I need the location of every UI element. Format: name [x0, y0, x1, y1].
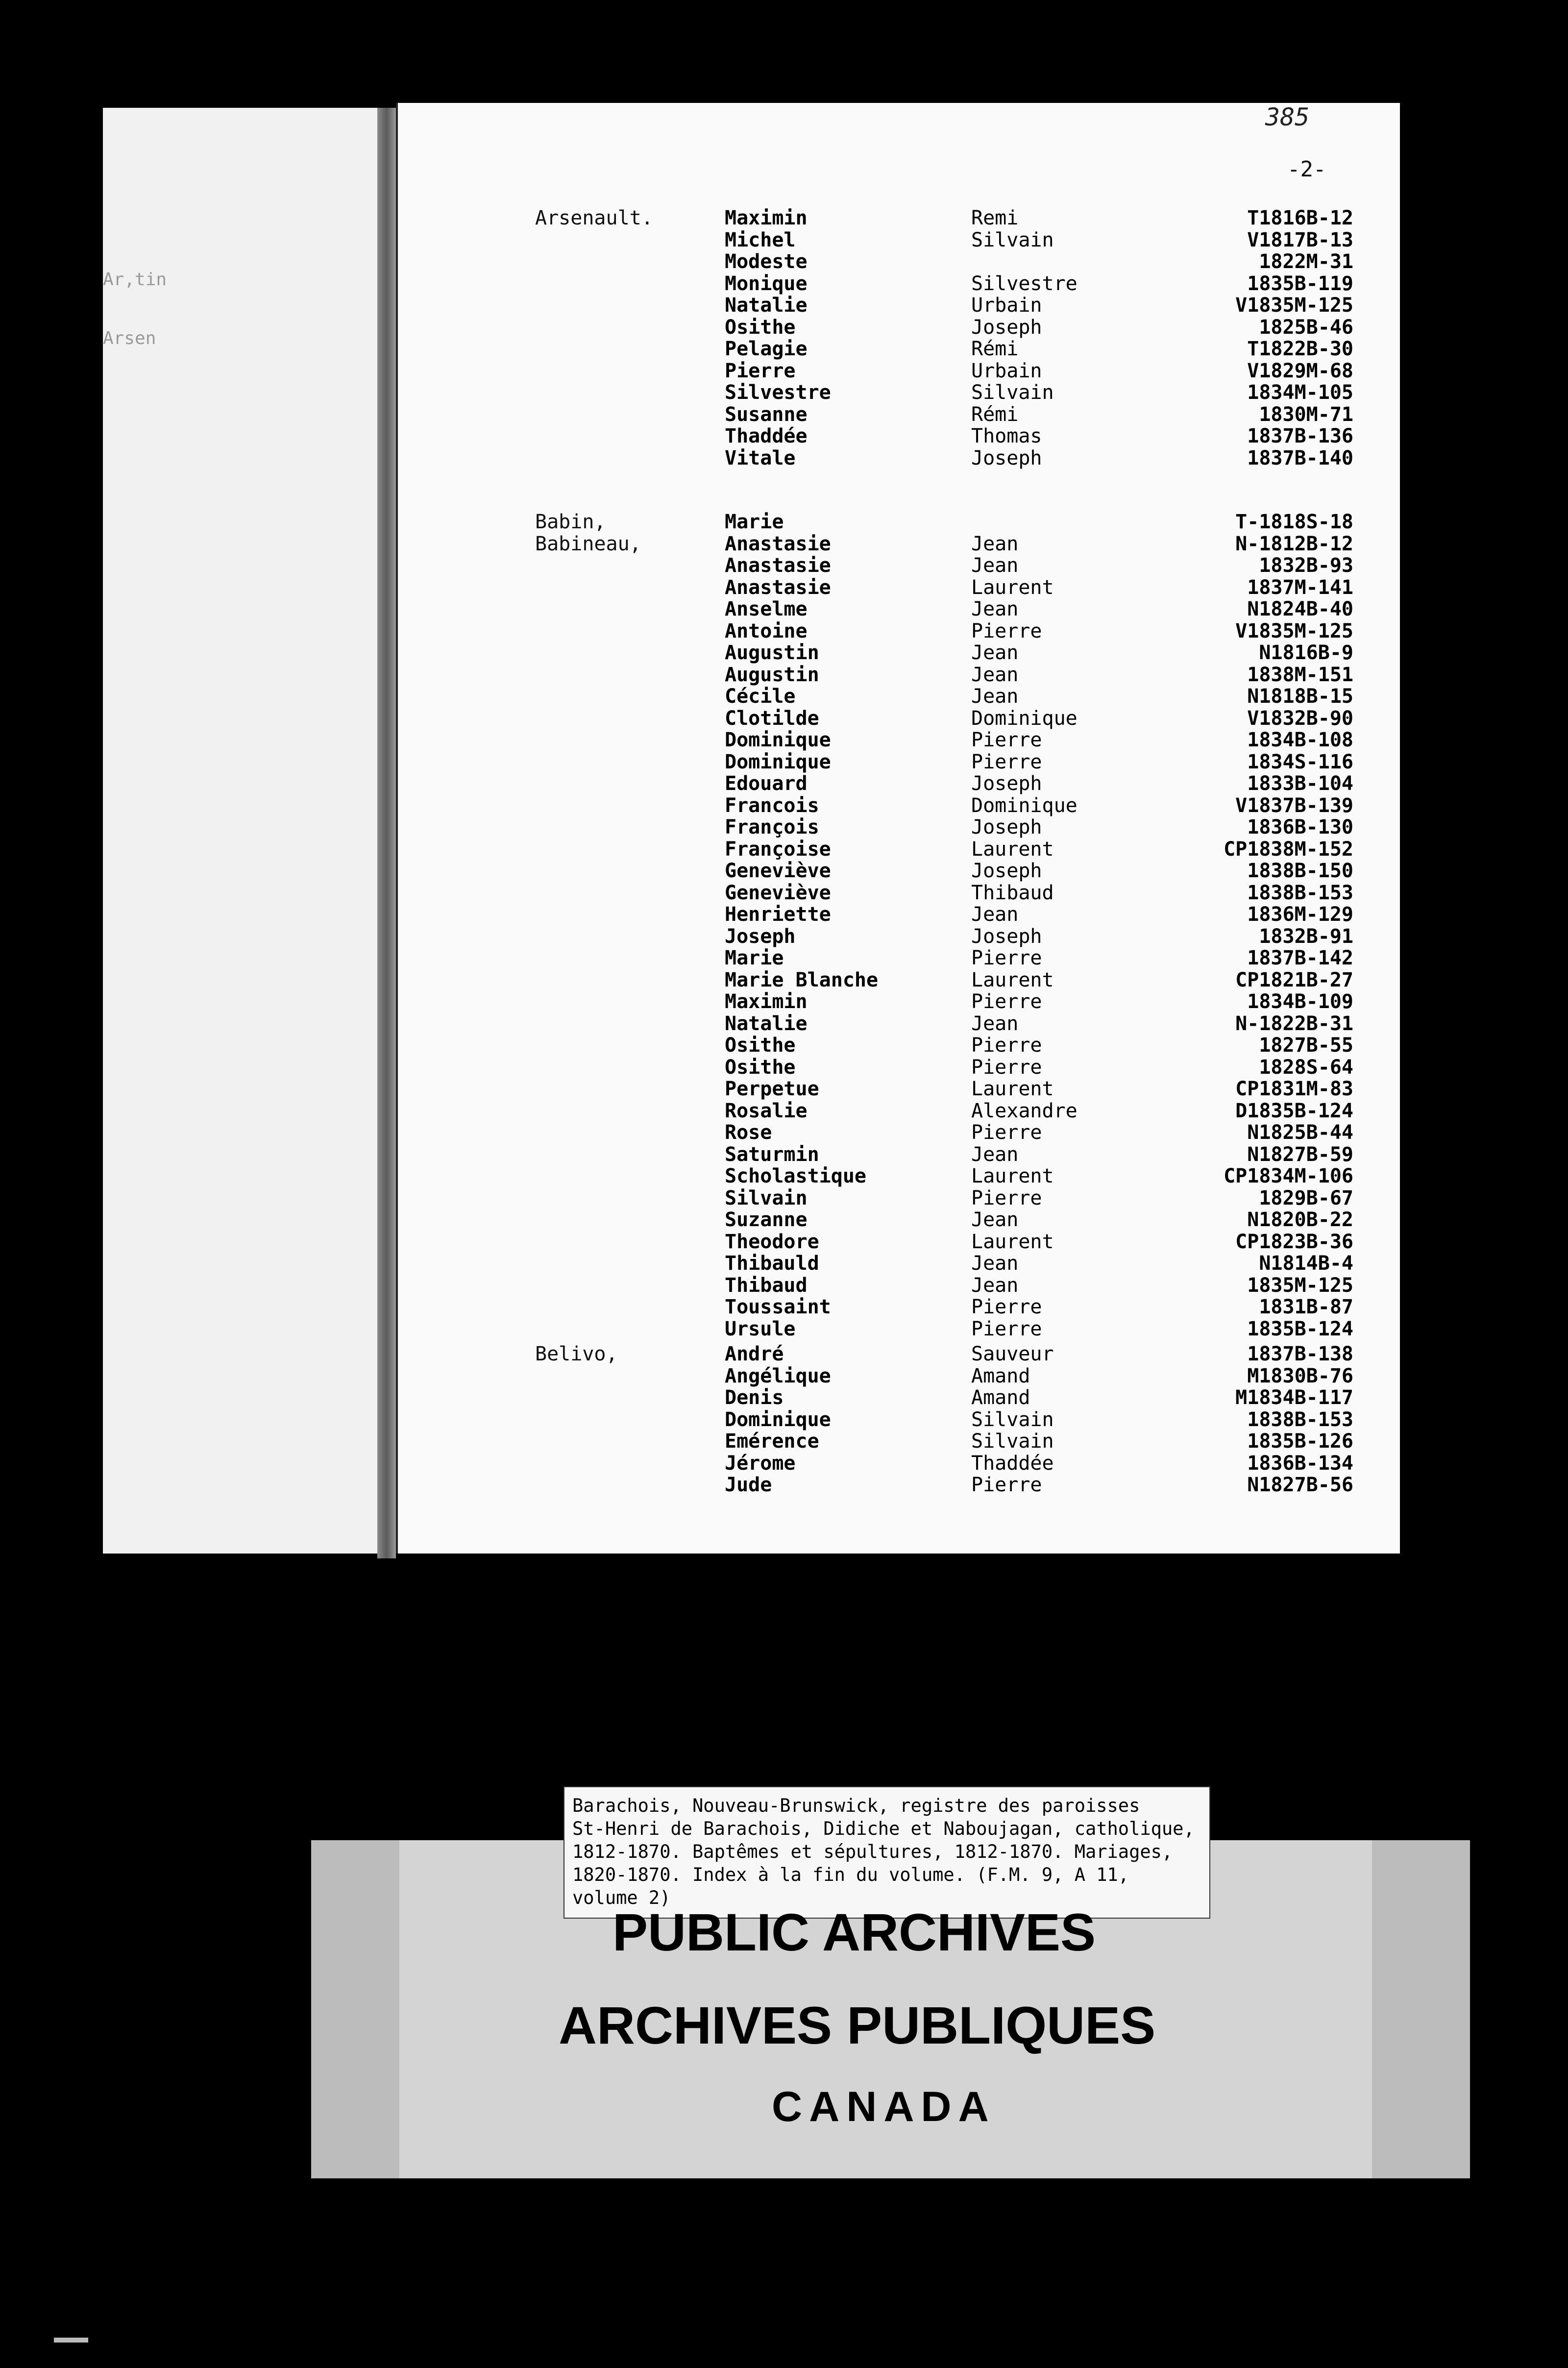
entry-parent-name: Laurent [971, 1165, 1054, 1187]
entry-register-ref: 1830M-71 [1259, 403, 1353, 426]
entry-register-ref: 1825B-46 [1259, 316, 1353, 339]
entry-first-name: Augustin [725, 641, 819, 664]
entry-first-name: François [725, 816, 819, 839]
public-archives-title: PUBLIC ARCHIVES [612, 1902, 1096, 1962]
entry-first-name: Henriette [725, 903, 831, 926]
entry-parent-name: Sauveur [971, 1343, 1054, 1365]
entry-register-ref: 1836B-130 [1247, 816, 1353, 839]
entry-first-name: Marie Blanche [725, 968, 879, 991]
entry-first-name: Geneviève [725, 860, 831, 882]
entry-first-name: Anastasie [725, 576, 831, 599]
entry-first-name: Rose [725, 1121, 772, 1144]
entry-register-ref: 1822M-31 [1259, 250, 1353, 273]
entry-first-name: Thibauld [725, 1252, 819, 1275]
entry-register-ref: CP1834M-106 [1224, 1165, 1353, 1187]
entry-parent-name: Joseph [971, 860, 1042, 882]
entry-parent-name: Pierre [971, 1317, 1042, 1340]
entry-first-name: Antoine [725, 619, 808, 642]
entry-parent-name: Jean [971, 1252, 1019, 1275]
entry-first-name: Maximin [725, 207, 808, 229]
entry-parent-name: Silvestre [971, 272, 1078, 295]
entry-register-ref: 1835B-126 [1247, 1430, 1353, 1453]
entry-register-ref: T1822B-30 [1247, 338, 1353, 360]
entry-parent-name: Remi [971, 207, 1019, 229]
entry-register-ref: 1837B-140 [1247, 446, 1353, 469]
entry-register-ref: V1837B-139 [1235, 794, 1353, 817]
entry-parent-name: Pierre [971, 1121, 1042, 1144]
entry-first-name: Pelagie [725, 338, 808, 360]
entry-first-name: Silvain [725, 1186, 808, 1209]
entry-first-name: Ursule [725, 1317, 796, 1340]
entry-first-name: Cécile [725, 685, 796, 708]
entry-register-ref: 1835B-119 [1247, 272, 1353, 295]
entry-register-ref: 1834M-105 [1247, 381, 1353, 404]
entry-register-ref: 1838M-151 [1247, 663, 1353, 686]
entry-parent-name: Jean [971, 1143, 1019, 1166]
ghost-text-1: Ar,tin [103, 270, 167, 290]
entry-parent-name: Jean [971, 903, 1019, 926]
entry-register-ref: N1827B-59 [1247, 1143, 1353, 1166]
entry-parent-name: Jean [971, 663, 1019, 686]
entry-first-name: Joseph [725, 925, 796, 948]
entry-register-ref: N1827B-56 [1247, 1474, 1353, 1496]
entry-parent-name: Pierre [971, 1296, 1042, 1318]
entry-parent-name: Laurent [971, 1078, 1054, 1100]
entry-first-name: Osithe [725, 1034, 796, 1057]
scan-mark [54, 2338, 88, 2343]
entry-register-ref: 1834B-109 [1247, 990, 1353, 1013]
entry-first-name: Osithe [725, 1056, 796, 1079]
entry-parent-name: Alexandre [971, 1099, 1078, 1122]
entry-register-ref: CP1838M-152 [1224, 838, 1353, 861]
entry-parent-name: Pierre [971, 729, 1042, 751]
entry-parent-name: Pierre [971, 1034, 1042, 1057]
entry-register-ref: N1820B-22 [1247, 1209, 1353, 1231]
entry-first-name: Natalie [725, 1012, 808, 1035]
entry-register-ref: D1835B-124 [1235, 1099, 1353, 1122]
entry-first-name: Theodore [725, 1230, 819, 1253]
entry-parent-name: Silvain [971, 1430, 1054, 1453]
entry-register-ref: T-1818S-18 [1235, 511, 1353, 533]
entry-parent-name: Pierre [971, 990, 1042, 1013]
entry-register-ref: N-1822B-31 [1235, 1012, 1353, 1035]
entry-parent-name: Rémi [971, 403, 1019, 426]
page-gutter [377, 108, 396, 1558]
entry-register-ref: 1834B-108 [1247, 729, 1353, 751]
entry-parent-name: Thomas [971, 425, 1042, 447]
entry-first-name: Monique [725, 272, 808, 295]
entry-register-ref: V1832B-90 [1247, 707, 1353, 730]
entry-register-ref: V1835M-125 [1235, 619, 1353, 642]
entry-parent-name: Urbain [971, 359, 1042, 382]
entry-register-ref: 1833B-104 [1247, 772, 1353, 795]
archive-caption-card [564, 1786, 1210, 1919]
entry-register-ref: 1829B-67 [1259, 1186, 1353, 1209]
entry-register-ref: 1838B-150 [1247, 860, 1353, 882]
entry-first-name: Maximin [725, 990, 808, 1013]
entry-first-name: Jérome [725, 1452, 796, 1475]
page-number: -2- [1287, 157, 1326, 182]
entry-parent-name: Jean [971, 1012, 1019, 1035]
entry-register-ref: M1830B-76 [1247, 1364, 1353, 1387]
entry-parent-name: Jean [971, 554, 1019, 577]
entry-first-name: Suzanne [725, 1209, 808, 1231]
entry-register-ref: 1832B-93 [1259, 554, 1353, 577]
entry-first-name: Anastasie [725, 554, 831, 577]
caption-line: volume 2) [572, 1887, 671, 1908]
entry-first-name: Saturmin [725, 1143, 819, 1166]
entry-parent-name: Amand [971, 1364, 1030, 1387]
entry-register-ref: T1816B-12 [1247, 207, 1353, 229]
entry-register-ref: CP1821B-27 [1235, 968, 1353, 991]
canada-title: CANADA [772, 2083, 996, 2130]
entry-first-name: Jude [725, 1474, 772, 1496]
entry-register-ref: 1837M-141 [1247, 576, 1353, 599]
entry-register-ref: 1838B-153 [1247, 881, 1353, 904]
entry-parent-name: Joseph [971, 925, 1042, 948]
entry-parent-name: Jean [971, 1209, 1019, 1231]
entry-register-ref: V1835M-125 [1235, 294, 1353, 317]
entry-first-name: Thaddée [725, 425, 808, 447]
entry-parent-name: Jean [971, 532, 1019, 555]
entry-parent-name: Joseph [971, 772, 1042, 795]
entry-register-ref: 1832B-91 [1259, 925, 1353, 948]
entry-first-name: Clotilde [725, 707, 819, 730]
caption-line: St-Henri de Barachois, Didiche et Naboujagan, catholique, [572, 1818, 1195, 1839]
entry-first-name: Augustin [725, 663, 819, 686]
entry-first-name: Vitale [725, 446, 796, 469]
entry-first-name: Emérence [725, 1430, 819, 1453]
entry-first-name: Susanne [725, 403, 808, 426]
entry-first-name: Angélique [725, 1364, 831, 1387]
surname-babineau: Babineau, [535, 533, 641, 555]
entry-first-name: Anastasie [725, 532, 831, 555]
entry-first-name: Marie [725, 947, 784, 969]
ghost-text-2: Arsen [103, 328, 156, 348]
entry-register-ref: 1836B-134 [1247, 1452, 1353, 1475]
entry-first-name: Modeste [725, 250, 808, 273]
entry-first-name: Osithe [725, 316, 796, 339]
entry-register-ref: N1825B-44 [1247, 1121, 1353, 1144]
entry-register-ref: N1824B-40 [1247, 598, 1353, 620]
entry-first-name: Scholastique [725, 1165, 866, 1187]
label-end-right [1372, 1840, 1470, 2178]
entry-register-ref: N1814B-4 [1259, 1252, 1353, 1275]
entry-parent-name: Thibaud [971, 881, 1054, 904]
entry-first-name: Toussaint [725, 1296, 831, 1318]
entry-register-ref: N1818B-15 [1247, 685, 1353, 708]
caption-line: 1820-1870. Index à la fin du volume. (F.M. 9, A 11, [572, 1864, 1129, 1885]
archives-publiques-title: ARCHIVES PUBLIQUES [559, 1996, 1156, 2055]
entry-parent-name: Laurent [971, 1230, 1054, 1253]
entry-first-name: Thibaud [725, 1274, 808, 1297]
entry-parent-name: Pierre [971, 1474, 1042, 1496]
entry-first-name: Geneviève [725, 881, 831, 904]
entry-first-name: Dominique [725, 729, 831, 751]
entry-first-name: Françoise [725, 838, 831, 861]
entry-parent-name: Pierre [971, 750, 1042, 773]
entry-register-ref: 1837B-138 [1247, 1343, 1353, 1365]
entry-first-name: Denis [725, 1386, 784, 1409]
entry-register-ref: N-1812B-12 [1235, 532, 1353, 555]
entry-register-ref: 1836M-129 [1247, 903, 1353, 926]
entry-register-ref: 1837B-136 [1247, 425, 1353, 447]
surname-babin: Babin, [535, 511, 606, 533]
entry-first-name: Silvestre [725, 381, 831, 404]
entry-parent-name: Dominique [971, 707, 1078, 730]
left-page-edge [103, 108, 377, 1554]
entry-parent-name: Jean [971, 1274, 1019, 1297]
entry-parent-name: Laurent [971, 968, 1054, 991]
entry-parent-name: Silvain [971, 381, 1054, 404]
entry-parent-name: Silvain [971, 228, 1054, 251]
entry-parent-name: Silvain [971, 1408, 1054, 1431]
entry-first-name: Dominique [725, 1408, 831, 1431]
index-page [396, 103, 1400, 1554]
entry-parent-name: Laurent [971, 576, 1054, 599]
entry-parent-name: Pierre [971, 947, 1042, 969]
entry-parent-name: Rémi [971, 338, 1019, 360]
entry-register-ref: CP1823B-36 [1235, 1230, 1353, 1253]
entry-register-ref: 1834S-116 [1247, 750, 1353, 773]
entry-first-name: Natalie [725, 294, 808, 317]
folio-number: 385 [1265, 103, 1310, 131]
entry-register-ref: 1837B-142 [1247, 947, 1353, 969]
entry-register-ref: 1828S-64 [1259, 1056, 1353, 1079]
entry-register-ref: N1816B-9 [1259, 641, 1353, 664]
entry-register-ref: 1831B-87 [1259, 1296, 1353, 1318]
entry-register-ref: V1817B-13 [1247, 228, 1353, 251]
entry-register-ref: V1829M-68 [1247, 359, 1353, 382]
entry-parent-name: Jean [971, 598, 1019, 620]
entry-register-ref: CP1831M-83 [1235, 1078, 1353, 1100]
label-end-left [311, 1840, 399, 2178]
entry-parent-name: Joseph [971, 816, 1042, 839]
entry-parent-name: Laurent [971, 838, 1054, 861]
caption-line: 1812-1870. Baptêmes et sépultures, 1812-1870. Mariages, [572, 1841, 1173, 1862]
entry-first-name: André [725, 1343, 784, 1365]
entry-first-name: Pierre [725, 359, 796, 382]
entry-parent-name: Joseph [971, 316, 1042, 339]
entry-first-name: Marie [725, 511, 784, 533]
entry-parent-name: Pierre [971, 1056, 1042, 1079]
entry-first-name: Anselme [725, 598, 808, 620]
entry-first-name: Perpetue [725, 1078, 819, 1100]
caption-line: Barachois, Nouveau-Brunswick, registre des paroisses [572, 1795, 1140, 1816]
entry-first-name: Francois [725, 794, 819, 817]
surname-belivo: Belivo, [535, 1343, 618, 1365]
entry-first-name: Edouard [725, 772, 808, 795]
entry-register-ref: 1835B-124 [1247, 1317, 1353, 1340]
entry-first-name: Dominique [725, 750, 831, 773]
entry-parent-name: Pierre [971, 619, 1042, 642]
entry-register-ref: 1827B-55 [1259, 1034, 1353, 1057]
entry-register-ref: 1835M-125 [1247, 1274, 1353, 1297]
entry-first-name: Rosalie [725, 1099, 808, 1122]
entry-parent-name: Thaddée [971, 1452, 1054, 1475]
entry-parent-name: Amand [971, 1386, 1030, 1409]
entry-first-name: Michel [725, 228, 796, 251]
entry-register-ref: M1834B-117 [1235, 1386, 1353, 1409]
entry-parent-name: Urbain [971, 294, 1042, 317]
surname-arsenault: Arsenault. [535, 207, 653, 229]
entry-parent-name: Dominique [971, 794, 1078, 817]
entry-parent-name: Pierre [971, 1186, 1042, 1209]
entry-register-ref: 1838B-153 [1247, 1408, 1353, 1431]
entry-parent-name: Jean [971, 641, 1019, 664]
entry-parent-name: Joseph [971, 446, 1042, 469]
entry-parent-name: Jean [971, 685, 1019, 708]
